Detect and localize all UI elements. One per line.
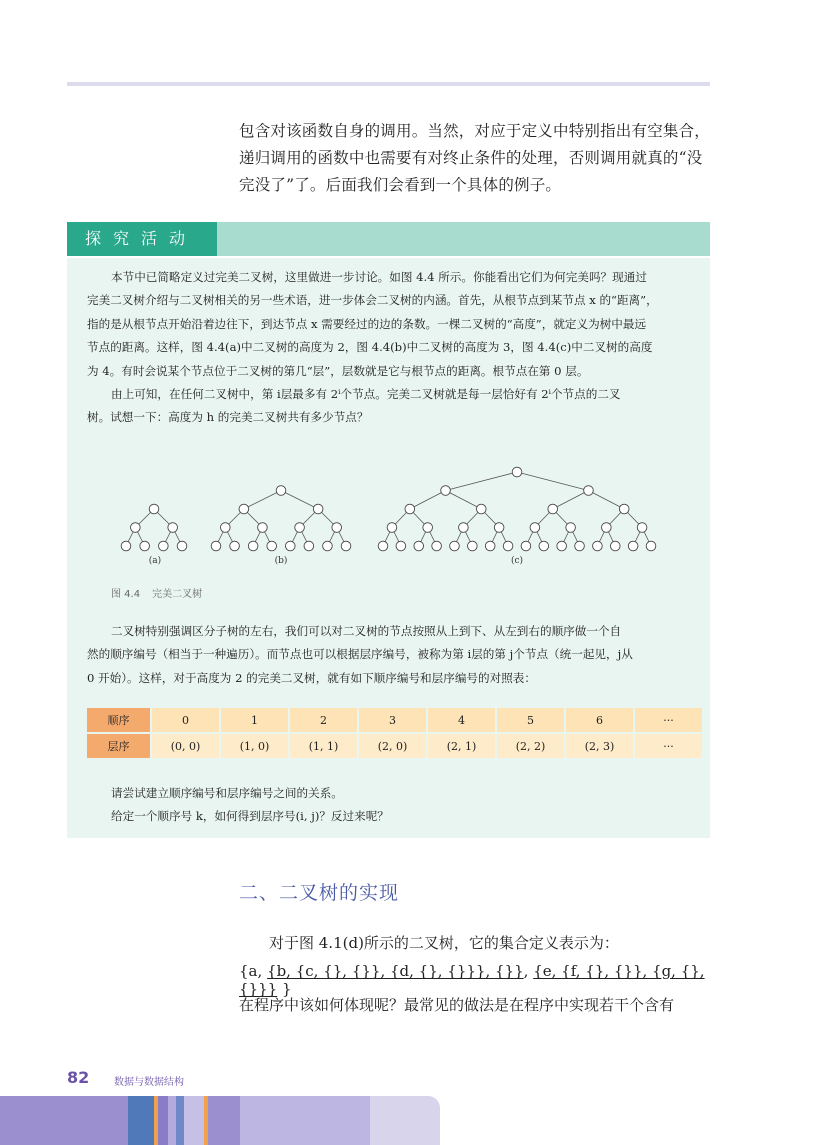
set-subtree-e: {e, {f, {}, {}}, {g, {}, {}}}: [239, 962, 705, 998]
footer-stripe: [158, 1096, 168, 1145]
tree-node: [168, 523, 178, 533]
figure-number: 图 4.4: [111, 589, 141, 600]
tree-node: [211, 541, 221, 551]
activity-paragraph-3: [87, 620, 692, 690]
tree-node: [396, 541, 406, 551]
table-cell: 4: [427, 708, 496, 733]
intro-line: 包含对该函数自身的调用。当然，对应于定义中特别指出有空集合，: [239, 122, 711, 140]
table-row: [87, 733, 703, 759]
tree-node: [593, 541, 603, 551]
section-title: 二、二叉树的实现: [239, 882, 400, 904]
tree-node: [304, 541, 314, 551]
tree-node: [313, 504, 323, 514]
tree-edge: [244, 491, 281, 510]
tree-node: [441, 486, 451, 496]
tree-node: [285, 541, 295, 551]
tree-node: [637, 523, 647, 533]
table-cell: (1, 1): [289, 733, 358, 759]
body-line: 对于图 4.1(d)所示的二叉树，它的集合定义表示为：: [269, 934, 619, 952]
tree-node: [610, 541, 620, 551]
table-cell: 2: [289, 708, 358, 733]
tree-node: [485, 541, 495, 551]
tree-node: [432, 541, 442, 551]
tree-edge: [588, 491, 624, 510]
tree-node: [405, 504, 415, 514]
intro-line: 完没了”了。后面我们会看到一个具体的例子。: [239, 176, 562, 194]
table-row-label: 顺序: [87, 708, 151, 733]
text-line: 然的顺序编号（相当于一种遍历）。而节点也可以根据层序编号，被称为第 i层的第 j个节点（统一起见，j从: [87, 647, 633, 662]
table-cell: (2, 1): [427, 733, 496, 759]
tree-node: [539, 541, 549, 551]
tree-node: [149, 504, 159, 514]
set-subtree-b: {b, {c, {}, {}}, {d, {}, {}}}, {}}: [267, 962, 524, 980]
text-line: 请尝试建立顺序编号和层序编号之间的关系。: [111, 786, 343, 800]
intro-line: 递归调用的函数中也需要有对终止条件的处理，否则调用就真的“没: [239, 149, 703, 167]
footer-stripe: [168, 1096, 176, 1145]
footer-stripe: [128, 1096, 154, 1145]
footer-stripe: [208, 1096, 240, 1145]
table-cell: 3: [358, 708, 427, 733]
tree-node: [295, 523, 305, 533]
tree-edge: [446, 491, 482, 510]
tree-node: [530, 523, 540, 533]
book-title: 数据与数据结构: [114, 1077, 184, 1088]
tree-node: [414, 541, 424, 551]
table-cell: ···: [634, 733, 703, 759]
table-row: [87, 708, 703, 733]
text-line: 给定一个顺序号 k，如何得到层序号(i, j)？反过来呢？: [111, 809, 389, 824]
table-cell: ···: [634, 708, 703, 733]
tree-node: [512, 467, 522, 477]
page-number: 82: [67, 1068, 90, 1087]
activity-box: [67, 258, 710, 838]
tree-node: [503, 541, 513, 551]
tree-edge: [553, 491, 589, 510]
tree-node: [258, 523, 268, 533]
table-cell: (2, 0): [358, 733, 427, 759]
tree-node: [557, 541, 567, 551]
set-part: ,: [523, 962, 534, 980]
table-cell: (2, 2): [496, 733, 565, 759]
tree-node: [378, 541, 388, 551]
tree-node: [248, 541, 258, 551]
tree-node: [602, 523, 612, 533]
tree-node: [521, 541, 531, 551]
tree-node: [276, 486, 286, 496]
tree-edge: [446, 472, 517, 491]
order-mapping-table: [87, 708, 704, 760]
activity-questions: [87, 782, 692, 829]
set-part: {a,: [239, 962, 268, 980]
set-part: }: [277, 980, 292, 998]
intro-paragraph: [239, 118, 714, 199]
figure-caption-text: 完美二叉树: [152, 589, 203, 600]
figure-label-a: (a): [148, 556, 162, 566]
activity-header: [67, 222, 710, 256]
footer-stripe: [0, 1096, 128, 1145]
figure-label-c: (c): [510, 556, 524, 566]
tree-node: [131, 523, 141, 533]
table-cell: 1: [220, 708, 289, 733]
text-line: 由上可知，在任何二叉树中，第 i层最多有 2ⁱ个节点。完美二叉树就是每一层恰好有 2ⁱ个节点的二叉: [111, 387, 621, 401]
tree-node: [332, 523, 342, 533]
table-cell: (1, 0): [220, 733, 289, 759]
tree-node: [468, 541, 478, 551]
activity-paragraph-1: [87, 266, 692, 383]
text-line: 指的是从根节点开始沿着边往下，到达节点 x 需要经过的边的条数。一棵二叉树的“高度”，就定义为树中最远: [87, 316, 647, 331]
activity-paragraph-2: [87, 383, 692, 430]
table-cell: 6: [565, 708, 634, 733]
text-line: 节点的距离。这样，图 4.4(a)中二叉树的高度为 2，图 4.4(b)中二叉树的高度为 3，图 4.4(c)中二叉树的高度: [87, 340, 653, 355]
figure-label-b: (b): [274, 556, 288, 566]
tree-node: [476, 504, 486, 514]
tree-node: [140, 541, 150, 551]
text-line: 0 开始）。这样，对于高度为 2 的完美二叉树，就有如下顺序编号和层序编号的对照表：: [87, 670, 536, 685]
tree-node: [220, 523, 230, 533]
table-cell: 0: [151, 708, 220, 733]
tree-node: [341, 541, 351, 551]
figure-caption: [111, 585, 214, 600]
tree-node: [423, 523, 433, 533]
table-cell: (0, 0): [151, 733, 220, 759]
text-line: 二叉树特别强调区分子树的左右，我们可以对二叉树的节点按照从上到下、从左到右的顺序做一个自: [111, 624, 622, 638]
tree-edge: [410, 491, 446, 510]
tree-edge: [281, 491, 318, 510]
tree-node: [121, 541, 131, 551]
text-line: 树。试想一下：高度为 h 的完美二叉树共有多少节点？: [87, 410, 369, 425]
text-line: 完美二叉树介绍与二叉树相关的另一些术语，进一步体会二叉树的内涵。首先，从根节点到某节点 x 的“距离”，: [87, 293, 658, 308]
table-cell: (2, 3): [565, 733, 634, 759]
top-rule: [67, 82, 710, 86]
footer-stripe: [176, 1096, 184, 1145]
tree-node: [387, 523, 397, 533]
tree-node: [459, 523, 469, 533]
activity-title: 探究活动: [67, 222, 217, 256]
tree-node: [230, 541, 240, 551]
tree-node: [566, 523, 576, 533]
tree-node: [619, 504, 629, 514]
tree-node: [584, 486, 594, 496]
text-line: 为 4。有时会说某个节点位于二叉树的第几“层”，层数就是它与根节点的距离。根节点在第 0 层。: [87, 363, 589, 378]
table-row-label: 层序: [87, 733, 151, 759]
tree-node: [450, 541, 460, 551]
tree-node: [575, 541, 585, 551]
tree-node: [628, 541, 638, 551]
tree-node: [177, 541, 187, 551]
table-cell: 5: [496, 708, 565, 733]
footer-decoration: [0, 1096, 440, 1145]
footer-stripe: [184, 1096, 204, 1145]
tree-edge: [517, 472, 588, 491]
body-line: 在程序中该如何体现呢？最常见的做法是在程序中实现若干个含有: [239, 996, 675, 1014]
perfect-binary-tree-figure: [67, 446, 710, 576]
tree-node: [159, 541, 169, 551]
tree-node: [646, 541, 656, 551]
footer-stripe: [240, 1096, 370, 1145]
text-line: 本节中已简略定义过完美二叉树，这里做进一步讨论。如图 4.4 所示。你能看出它们为何完美吗？现通过: [111, 270, 647, 284]
tree-node: [548, 504, 558, 514]
tree-node: [239, 504, 249, 514]
set-definition-line: [239, 962, 719, 998]
tree-node: [494, 523, 504, 533]
tree-node: [323, 541, 333, 551]
tree-node: [267, 541, 277, 551]
